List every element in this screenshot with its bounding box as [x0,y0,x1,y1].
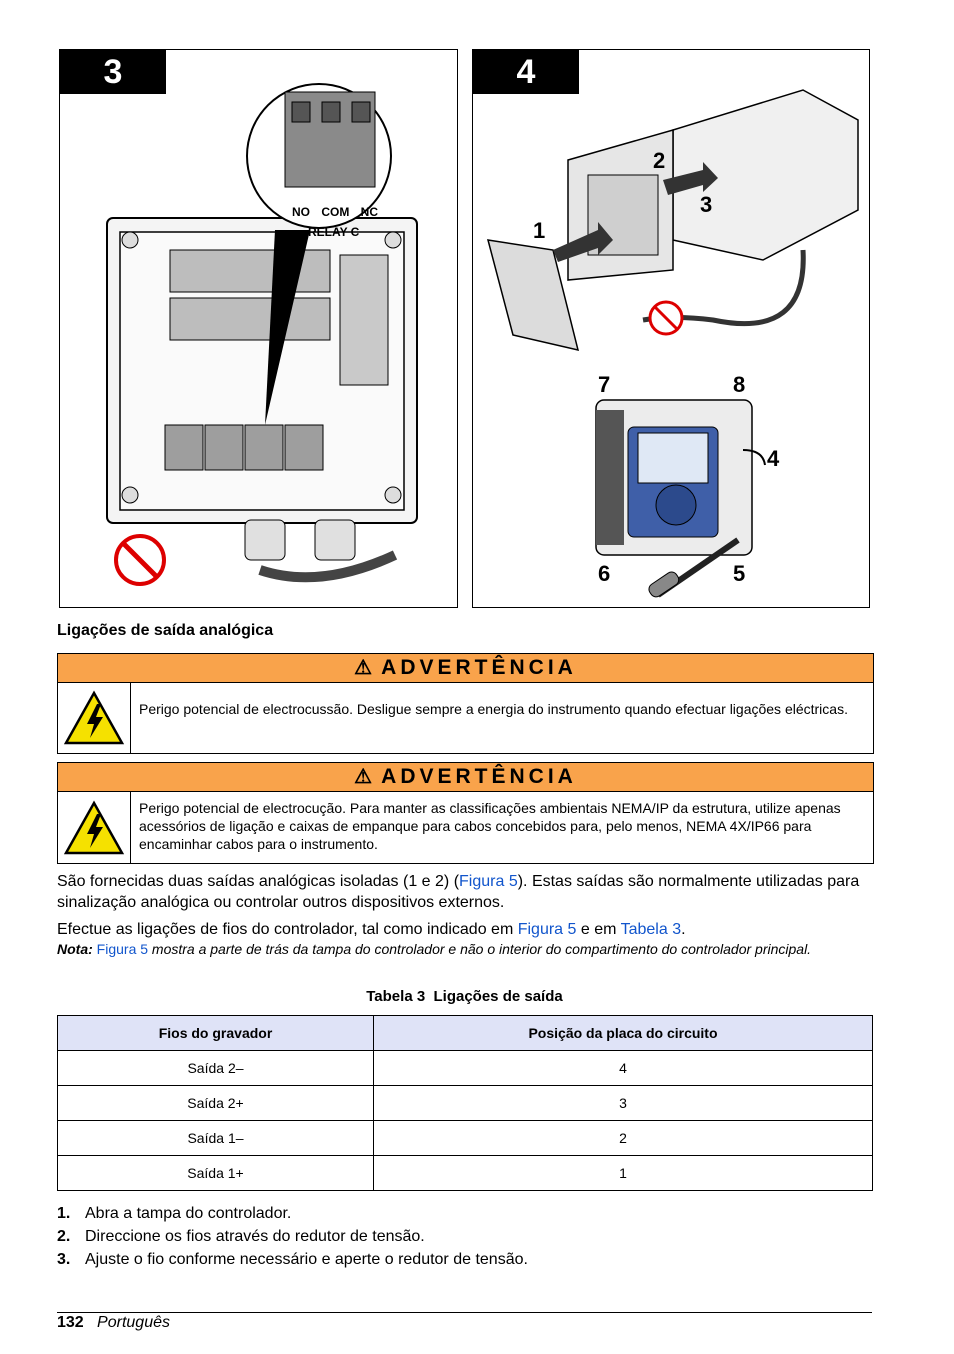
warning-text: Perigo potencial de electrocução. Para manter as classificações ambientais NEMA/IP da estrutura, utilize apenas acessórios de ligação e caixas de empanque para cabos concebidos para, pelo menos, NEMA 4X/IP66 para encaminhar cabos para o instrumento. [139,800,841,852]
table-cell: Saída 2+ [58,1086,374,1121]
output-connections-table [57,1015,873,1191]
page-footer [57,1314,170,1332]
table-cell: 2 [374,1121,873,1156]
table-row [58,1156,873,1191]
table-header-row [58,1016,873,1051]
instruction-paragraph: Efectue as ligações de fios do controlador, tal como indicado em Figura 5 e em Tabela 3. [57,921,686,938]
page-number: 132 [57,1314,84,1331]
footer-language: Português [97,1314,170,1331]
step-number-badge: 3 [60,50,166,94]
section-title: Ligações de saída analógica [57,622,274,639]
warning-triangle-icon: ⚠ [354,657,373,679]
warning-triangle-icon: ⚠ [354,766,373,788]
list-item: 3. Ajuste o fio conforme necessário e aperte o redutor de tensão. [57,1251,528,1268]
table-cell: Saída 2– [58,1051,374,1086]
callout-5: 5 [733,561,746,586]
callout-2: 2 [653,148,666,173]
figure-5-link[interactable]: Figura 5 [517,921,577,938]
warning-box-1 [57,653,874,754]
terminal-no-label: NO [292,205,310,219]
column-header: Posição da placa do circuito [374,1016,873,1051]
wiring-illustration [60,50,457,607]
note-label: Nota: [57,941,93,957]
figure-panel-3 [59,49,458,608]
callout-7: 7 [598,372,611,397]
table-row [58,1051,873,1086]
callout-6: 6 [598,561,611,586]
callout-4: 4 [767,446,780,471]
electrical-hazard-icon [58,792,131,863]
callout-3: 3 [700,192,713,217]
figure-panel-4 [472,49,870,608]
list-item: 1. Abra a tampa do controlador. [57,1205,292,1222]
electrical-hazard-icon [58,683,131,753]
note: Nota: Figura 5 mostra a parte de trás da tampa do controlador e não o interior do compartimento do controlador principal. [57,941,812,957]
table-3-link[interactable]: Tabela 3 [620,921,682,938]
column-header: Fios do gravador [58,1016,374,1051]
figure-5-link[interactable]: Figura 5 [96,941,149,957]
controller-illustration [473,50,869,607]
footer-divider [57,1312,872,1313]
callout-8: 8 [733,372,746,397]
intro-paragraph: São fornecidas duas saídas analógicas isoladas (1 e 2) (Figura 5). Estas saídas são normalmente utilizadas para sinalização analógica ou controlar outros dispositivos externos. [57,873,860,911]
steps-list [57,1203,528,1272]
terminal-nc-label: NC [360,205,378,219]
table-cell: 1 [374,1156,873,1191]
table-cell: Saída 1– [58,1121,374,1156]
warning-text: Perigo potencial de electrocussão. Desligue sempre a energia do instrumento quando efectuar ligações eléctricas. [139,701,848,717]
warning-header [58,763,873,792]
callout-1: 1 [533,218,546,243]
step-number-badge: 4 [473,50,579,94]
table-cell: 4 [374,1051,873,1086]
warning-box-2 [57,762,874,864]
table-caption: Tabela 3 Ligações de saída [366,988,563,1005]
table-cell: Saída 1+ [58,1156,374,1191]
table-cell: 3 [374,1086,873,1121]
table-row [58,1086,873,1121]
terminal-com-label: COM [321,205,350,219]
table-row [58,1121,873,1156]
warning-heading: ADVERTÊNCIA [381,765,577,788]
figure-5-link[interactable]: Figura 5 [459,873,518,890]
warning-header [58,654,873,683]
relay-terminal-labels [292,205,378,219]
list-item: 2. Direccione os fios através do redutor de tensão. [57,1228,425,1245]
relay-label: RELAY C [308,225,360,239]
warning-heading: ADVERTÊNCIA [381,656,577,679]
